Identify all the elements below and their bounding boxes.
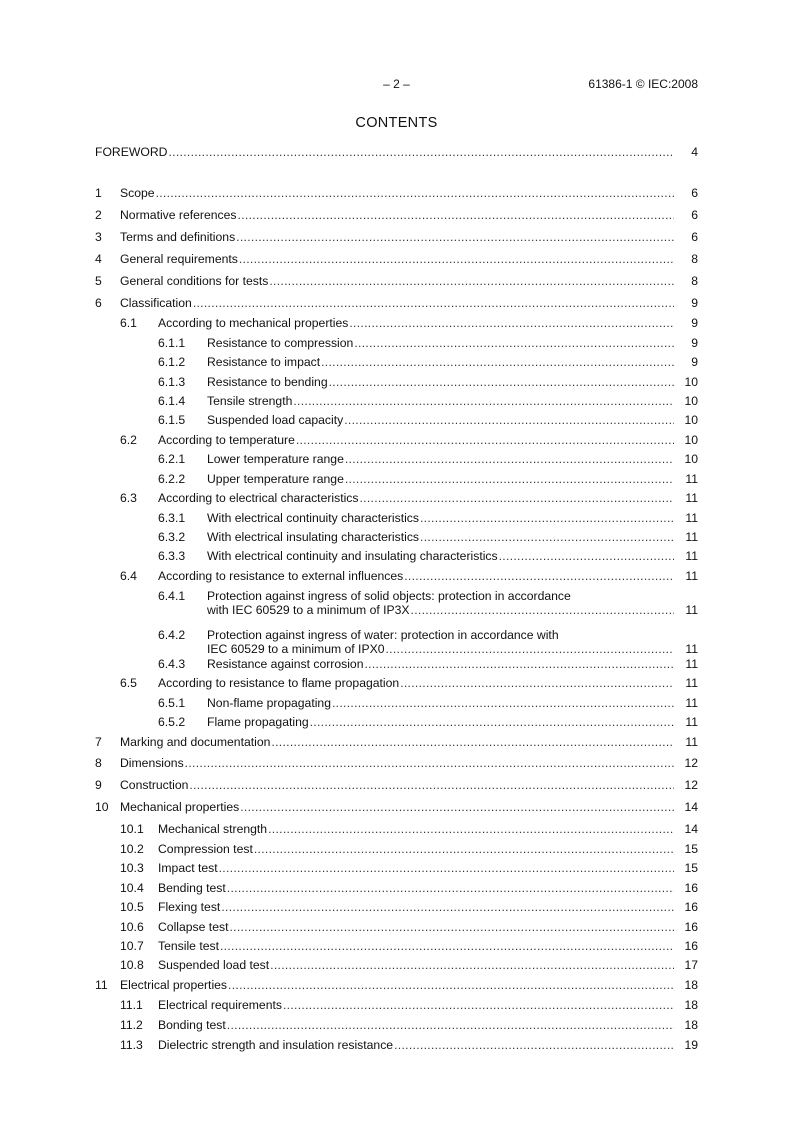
toc-entry-title: Mechanical strength bbox=[158, 822, 268, 836]
toc-entry[interactable] bbox=[0, 433, 793, 447]
toc-entry-page: 14 bbox=[684, 822, 698, 836]
dot-leader bbox=[360, 491, 675, 505]
toc-entry-page: 12 bbox=[684, 756, 698, 770]
toc-entry-title: Non-flame propagating bbox=[207, 696, 331, 710]
toc-entry-page: 9 bbox=[691, 355, 698, 369]
toc-entry[interactable] bbox=[0, 452, 793, 466]
dot-leader bbox=[349, 316, 674, 330]
toc-entry-number: 11.1 bbox=[120, 998, 143, 1012]
toc-entry-title: with IEC 60529 to a minimum of IP3X bbox=[207, 603, 410, 617]
toc-entry[interactable] bbox=[0, 756, 793, 770]
toc-entry-number: 10.5 bbox=[120, 900, 144, 914]
dot-leader bbox=[411, 603, 674, 617]
toc-entry-number: 6.3.1 bbox=[158, 511, 186, 525]
dot-leader bbox=[239, 252, 674, 266]
toc-entry-page: 11 bbox=[685, 735, 698, 749]
toc-entry-number: 7 bbox=[95, 735, 102, 749]
toc-entry[interactable] bbox=[0, 336, 793, 350]
toc-entry[interactable] bbox=[0, 881, 793, 895]
toc-entry-page: 11 bbox=[685, 549, 698, 563]
toc-entry[interactable] bbox=[0, 735, 793, 749]
page-number: – 2 – bbox=[383, 77, 410, 91]
toc-entry-number: 11 bbox=[95, 978, 108, 992]
toc-entry[interactable] bbox=[0, 657, 793, 671]
toc-entry-page: 11 bbox=[685, 569, 698, 583]
toc-entry-number: 10 bbox=[95, 800, 109, 814]
toc-entry-number: 11.3 bbox=[120, 1038, 143, 1052]
toc-entry-title: Impact test bbox=[158, 861, 218, 875]
toc-entry-page: 15 bbox=[684, 861, 698, 875]
dot-leader bbox=[345, 472, 674, 486]
toc-entry-title: Resistance to bending bbox=[207, 375, 328, 389]
toc-entry-page: 11 bbox=[685, 491, 698, 505]
toc-entry[interactable] bbox=[0, 900, 793, 914]
toc-entry-page: 6 bbox=[691, 208, 698, 222]
toc-entry-title: With electrical continuity characteristics bbox=[207, 511, 419, 525]
toc-entry-title: Suspended load test bbox=[158, 958, 270, 972]
toc-entry[interactable] bbox=[0, 676, 793, 690]
toc-entry-title: According to resistance to flame propagation bbox=[158, 676, 400, 690]
toc-entry-page: 10 bbox=[684, 413, 698, 427]
toc-entry-title: Collapse test bbox=[158, 920, 229, 934]
toc-entry[interactable] bbox=[0, 628, 793, 656]
toc-entry-page: 10 bbox=[684, 375, 698, 389]
toc-entry[interactable] bbox=[0, 316, 793, 330]
toc-entry-number: 6.1.5 bbox=[158, 413, 186, 427]
toc-entry-page: 6 bbox=[691, 230, 698, 244]
toc-entry[interactable] bbox=[0, 230, 793, 244]
toc-entry-title: General conditions for tests bbox=[120, 274, 269, 288]
dot-leader bbox=[269, 274, 674, 288]
toc-entry-number: 6.1 bbox=[120, 316, 137, 330]
toc-entry-title: According to temperature bbox=[158, 433, 295, 447]
dot-leader bbox=[404, 569, 674, 583]
toc-entry-number: 6.5.1 bbox=[158, 696, 186, 710]
toc-entry-number: 6.5.2 bbox=[158, 715, 186, 729]
toc-entry-number: 6.1.1 bbox=[158, 336, 186, 350]
toc-entry-page: 17 bbox=[684, 958, 698, 972]
toc-entry-page: 4 bbox=[691, 145, 698, 159]
toc-entry[interactable] bbox=[0, 800, 793, 814]
toc-entry-title: Terms and definitions bbox=[120, 230, 236, 244]
toc-entry[interactable] bbox=[0, 274, 793, 288]
toc-entry-page: 11 bbox=[685, 715, 698, 729]
toc-entry-title: Bending test bbox=[158, 881, 226, 895]
toc-entry-page: 18 bbox=[684, 998, 698, 1012]
toc-entry[interactable] bbox=[0, 511, 793, 525]
toc-entry-number: 10.4 bbox=[120, 881, 144, 895]
toc-entry[interactable] bbox=[0, 549, 793, 563]
toc-entry-title: Dimensions bbox=[120, 756, 184, 770]
toc-entry-title: Lower temperature range bbox=[207, 452, 344, 466]
toc-entry[interactable] bbox=[0, 920, 793, 934]
dot-leader bbox=[332, 696, 674, 710]
dot-leader bbox=[168, 145, 674, 159]
dot-leader bbox=[254, 842, 674, 856]
toc-entry[interactable] bbox=[0, 145, 793, 159]
toc-entry-page: 11 bbox=[685, 511, 698, 525]
toc-entry-title: Compression test bbox=[158, 842, 253, 856]
toc-entry[interactable] bbox=[0, 939, 793, 953]
toc-entry-page: 10 bbox=[684, 452, 698, 466]
dot-leader bbox=[268, 822, 674, 836]
toc-entry-title: Resistance to compression bbox=[207, 336, 354, 350]
toc-entry-page: 9 bbox=[691, 336, 698, 350]
toc-entry-number: 6.1.3 bbox=[158, 375, 186, 389]
toc-entry[interactable] bbox=[0, 1038, 793, 1052]
dot-leader bbox=[400, 676, 674, 690]
toc-entry-title: IEC 60529 to a minimum of IPX0 bbox=[207, 642, 385, 656]
toc-entry-number: 10.3 bbox=[120, 861, 144, 875]
toc-entry-title: Electrical properties bbox=[120, 978, 228, 992]
toc-entry-number: 10.8 bbox=[120, 958, 144, 972]
toc-entry[interactable] bbox=[0, 375, 793, 389]
toc-entry-page: 16 bbox=[684, 900, 698, 914]
toc-entry-page: 18 bbox=[684, 1018, 698, 1032]
dot-leader bbox=[283, 998, 674, 1012]
toc-entry-page: 14 bbox=[684, 800, 698, 814]
toc-entry-title: FOREWORD bbox=[95, 145, 168, 159]
toc-entry-title: Resistance to impact bbox=[207, 355, 321, 369]
toc-entry-number: 10.6 bbox=[120, 920, 144, 934]
toc-entry-number: 1 bbox=[95, 186, 102, 200]
toc-entry-number: 10.1 bbox=[120, 822, 144, 836]
toc-entry-number: 6.2 bbox=[120, 433, 137, 447]
dot-leader bbox=[228, 978, 674, 992]
dot-leader bbox=[385, 642, 674, 656]
dot-leader bbox=[270, 958, 674, 972]
dot-leader bbox=[296, 433, 674, 447]
toc-entry-number: 6.2.1 bbox=[158, 452, 186, 466]
toc-entry-title: Dielectric strength and insulation resistance bbox=[158, 1038, 394, 1052]
document-reference: 61386-1 © IEC:2008 bbox=[588, 77, 698, 91]
toc-entry-title: Marking and documentation bbox=[120, 735, 271, 749]
toc-entry-page: 6 bbox=[691, 186, 698, 200]
toc-entry-title: Suspended load capacity bbox=[207, 413, 344, 427]
toc-entry-number: 8 bbox=[95, 756, 102, 770]
toc-entry-title-line: Protection against ingress of solid objects: protection in accordance bbox=[207, 589, 571, 603]
toc-entry-page: 9 bbox=[691, 316, 698, 330]
toc-entry-number: 6.4.2 bbox=[158, 628, 186, 642]
toc-entry-number: 6.1.2 bbox=[158, 355, 186, 369]
toc-entry[interactable] bbox=[0, 355, 793, 369]
toc-entry[interactable] bbox=[0, 186, 793, 200]
toc-entry-page: 11 bbox=[685, 603, 698, 617]
toc-entry-page: 11 bbox=[685, 696, 698, 710]
toc-entry-number: 9 bbox=[95, 778, 102, 792]
toc-entry-page: 19 bbox=[684, 1038, 698, 1052]
toc-entry-title: Construction bbox=[120, 778, 189, 792]
toc-entry-number: 6.1.4 bbox=[158, 394, 186, 408]
toc-entry-title: Scope bbox=[120, 186, 155, 200]
toc-entry-title: According to resistance to external influences bbox=[158, 569, 404, 583]
toc-entry-title: According to electrical characteristics bbox=[158, 491, 359, 505]
toc-entry[interactable] bbox=[0, 861, 793, 875]
toc-entry-title: With electrical insulating characteristics bbox=[207, 530, 420, 544]
dot-leader bbox=[394, 1038, 674, 1052]
toc-entry[interactable] bbox=[0, 413, 793, 427]
toc-entry-number: 6.5 bbox=[120, 676, 137, 690]
toc-entry-page: 10 bbox=[684, 394, 698, 408]
toc-entry[interactable] bbox=[0, 715, 793, 729]
toc-entry-title: Resistance against corrosion bbox=[207, 657, 364, 671]
toc-entry-page: 11 bbox=[685, 530, 698, 544]
toc-entry[interactable] bbox=[0, 296, 793, 310]
toc-entry[interactable] bbox=[0, 530, 793, 544]
toc-entry-title: According to mechanical properties bbox=[158, 316, 349, 330]
toc-entry-number: 2 bbox=[95, 208, 102, 222]
toc-entry-number: 3 bbox=[95, 230, 102, 244]
toc-entry-title: General requirements bbox=[120, 252, 238, 266]
toc-entry-title: Flexing test bbox=[158, 900, 221, 914]
toc-entry-number: 4 bbox=[95, 252, 102, 266]
toc-entry[interactable] bbox=[0, 252, 793, 266]
toc-entry[interactable] bbox=[0, 472, 793, 486]
toc-entry[interactable] bbox=[0, 569, 793, 583]
dot-leader bbox=[219, 861, 674, 875]
dot-leader bbox=[238, 208, 674, 222]
dot-leader bbox=[227, 881, 674, 895]
toc-entry[interactable] bbox=[0, 589, 793, 617]
toc-entry-page: 15 bbox=[684, 842, 698, 856]
dot-leader bbox=[227, 1018, 674, 1032]
toc-entry-page: 11 bbox=[685, 642, 698, 656]
toc-entry[interactable] bbox=[0, 978, 793, 992]
toc-entry-page: 11 bbox=[685, 472, 698, 486]
toc-entry-page: 16 bbox=[684, 939, 698, 953]
toc-entry[interactable] bbox=[0, 842, 793, 856]
toc-entry-title: Flame propagating bbox=[207, 715, 309, 729]
toc-entry-title: Electrical requirements bbox=[158, 998, 282, 1012]
toc-entry-title: Classification bbox=[120, 296, 192, 310]
toc-entry-title: Bonding test bbox=[158, 1018, 226, 1032]
toc-entry-number: 6 bbox=[95, 296, 102, 310]
toc-entry-title: Normative references bbox=[120, 208, 237, 222]
dot-leader bbox=[293, 394, 674, 408]
toc-entry-title: With electrical continuity and insulating characteristics bbox=[207, 549, 498, 563]
toc-entry-page: 11 bbox=[685, 657, 698, 671]
toc-entry-page: 8 bbox=[691, 252, 698, 266]
dot-leader bbox=[189, 778, 674, 792]
toc-entry-number: 11.2 bbox=[120, 1018, 143, 1032]
toc-entry-number: 6.3.3 bbox=[158, 549, 186, 563]
toc-entry[interactable] bbox=[0, 822, 793, 836]
toc-entry-number: 10.2 bbox=[120, 842, 144, 856]
toc-entry[interactable] bbox=[0, 1018, 793, 1032]
dot-leader bbox=[221, 900, 674, 914]
toc-entry-number: 6.2.2 bbox=[158, 472, 186, 486]
dot-leader bbox=[271, 735, 674, 749]
dot-leader bbox=[344, 413, 674, 427]
toc-entry-title-line: Protection against ingress of water: protection in accordance with bbox=[207, 628, 559, 642]
toc-entry-title: Tensile strength bbox=[207, 394, 293, 408]
toc-entry-number: 6.4.1 bbox=[158, 589, 186, 603]
toc-entry-page: 9 bbox=[691, 296, 698, 310]
toc-entry-page: 12 bbox=[684, 778, 698, 792]
toc-entry-number: 10.7 bbox=[120, 939, 144, 953]
dot-leader bbox=[156, 186, 674, 200]
dot-leader bbox=[240, 800, 674, 814]
dot-leader bbox=[229, 920, 674, 934]
dot-leader bbox=[321, 355, 674, 369]
dot-leader bbox=[345, 452, 674, 466]
toc-entry-number: 6.3 bbox=[120, 491, 137, 505]
dot-leader bbox=[185, 756, 674, 770]
toc-entry[interactable] bbox=[0, 208, 793, 222]
toc-entry[interactable] bbox=[0, 696, 793, 710]
toc-entry-title: Upper temperature range bbox=[207, 472, 344, 486]
toc-entry-page: 10 bbox=[684, 433, 698, 447]
toc-entry-page: 11 bbox=[685, 676, 698, 690]
toc-entry-page: 18 bbox=[684, 978, 698, 992]
dot-leader bbox=[220, 939, 674, 953]
toc-entry[interactable] bbox=[0, 394, 793, 408]
dot-leader bbox=[499, 549, 674, 563]
toc-entry[interactable] bbox=[0, 958, 793, 972]
dot-leader bbox=[236, 230, 674, 244]
toc-entry-number: 5 bbox=[95, 274, 102, 288]
toc-entry-number: 6.4 bbox=[120, 569, 137, 583]
toc-entry-number: 6.4.3 bbox=[158, 657, 186, 671]
dot-leader bbox=[329, 375, 674, 389]
toc-entry-page: 16 bbox=[684, 881, 698, 895]
dot-leader bbox=[420, 511, 674, 525]
contents-title: CONTENTS bbox=[355, 115, 438, 131]
toc-entry[interactable] bbox=[0, 778, 793, 792]
toc-entry-page: 8 bbox=[691, 274, 698, 288]
dot-leader bbox=[193, 296, 674, 310]
dot-leader bbox=[420, 530, 674, 544]
toc-entry[interactable] bbox=[0, 998, 793, 1012]
toc-entry[interactable] bbox=[0, 491, 793, 505]
dot-leader bbox=[310, 715, 674, 729]
toc-entry-title: Tensile test bbox=[158, 939, 219, 953]
toc-entry-title: Mechanical properties bbox=[120, 800, 240, 814]
toc-entry-number: 6.3.2 bbox=[158, 530, 186, 544]
dot-leader bbox=[354, 336, 674, 350]
toc-entry-page: 16 bbox=[684, 920, 698, 934]
dot-leader bbox=[365, 657, 675, 671]
